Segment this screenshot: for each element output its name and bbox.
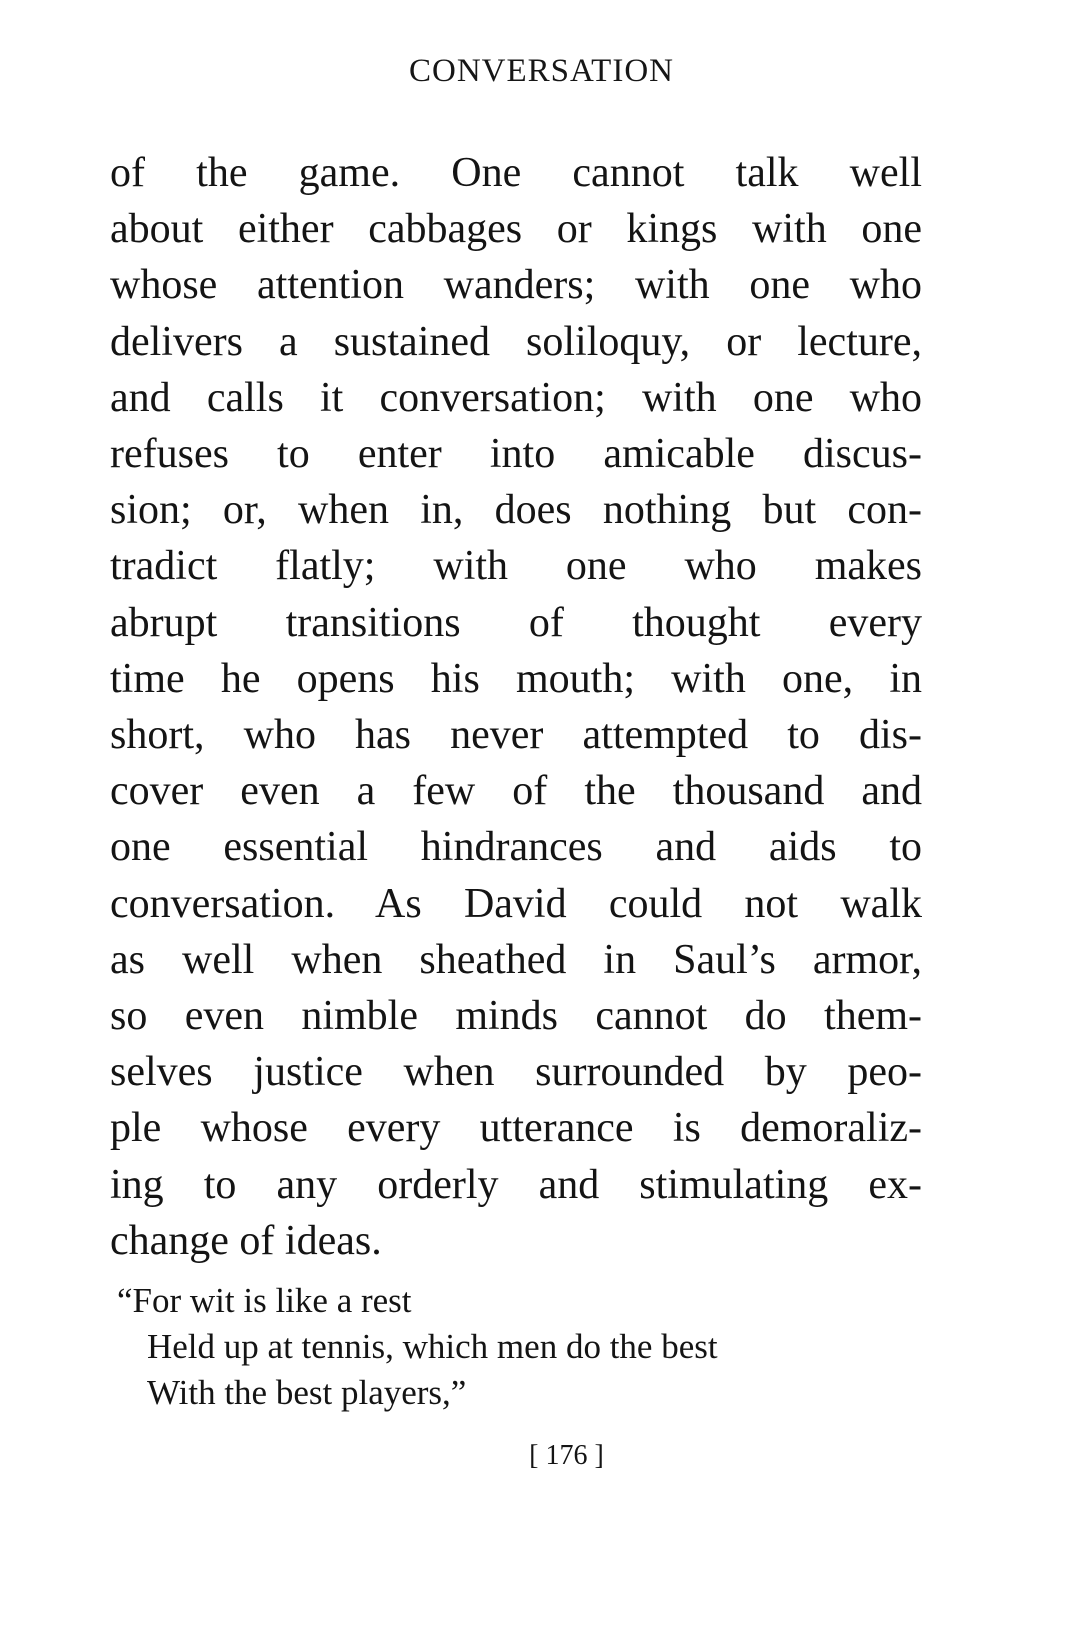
text-line: change of ideas. [110,1217,382,1264]
text-line: abrupt transitions of thought every [110,599,922,646]
text-line: as well when sheathed in Saul’s armor, [110,936,922,983]
page-number: [ 176 ] [529,1440,604,1471]
text-line: about either cabbages or kings with one [110,206,922,253]
verse-line: Held up at tennis, which men do the best [147,1327,718,1366]
text-line: refuses to enter into amicable discus- [110,431,922,478]
text-line: cover even a few of the thousand and [110,768,922,815]
body-paragraph [110,145,922,1269]
text-line: delivers a sustained soliloquy, or lecture, [110,318,922,365]
text-line: tradict flatly; with one who makes [110,543,922,590]
text-line: ing to any orderly and stimulating ex- [110,1161,922,1208]
text-line: short, who has never attempted to dis- [110,712,922,759]
verse-quotation [117,1278,718,1416]
text-line: time he opens his mouth; with one, in [110,655,922,702]
running-title: CONVERSATION [408,53,674,89]
text-line: so even nimble minds cannot do them- [110,993,922,1040]
text-line: whose attention wanders; with one who [110,262,922,309]
text-line: sion; or, when in, does nothing but con- [110,487,922,534]
text-line: of the game. One cannot talk well [110,150,922,196]
text-line: conversation. As David could not walk [110,880,922,927]
text-line: one essential hindrances and aids to [110,824,922,871]
text-line: and calls it conversation; with one who [110,374,922,421]
verse-line: “For wit is like a rest [117,1281,412,1320]
text-line: selves justice when surrounded by peo- [110,1049,922,1096]
text-line: ple whose every utterance is demoraliz- [110,1105,922,1152]
verse-line: With the best players,” [147,1373,467,1412]
